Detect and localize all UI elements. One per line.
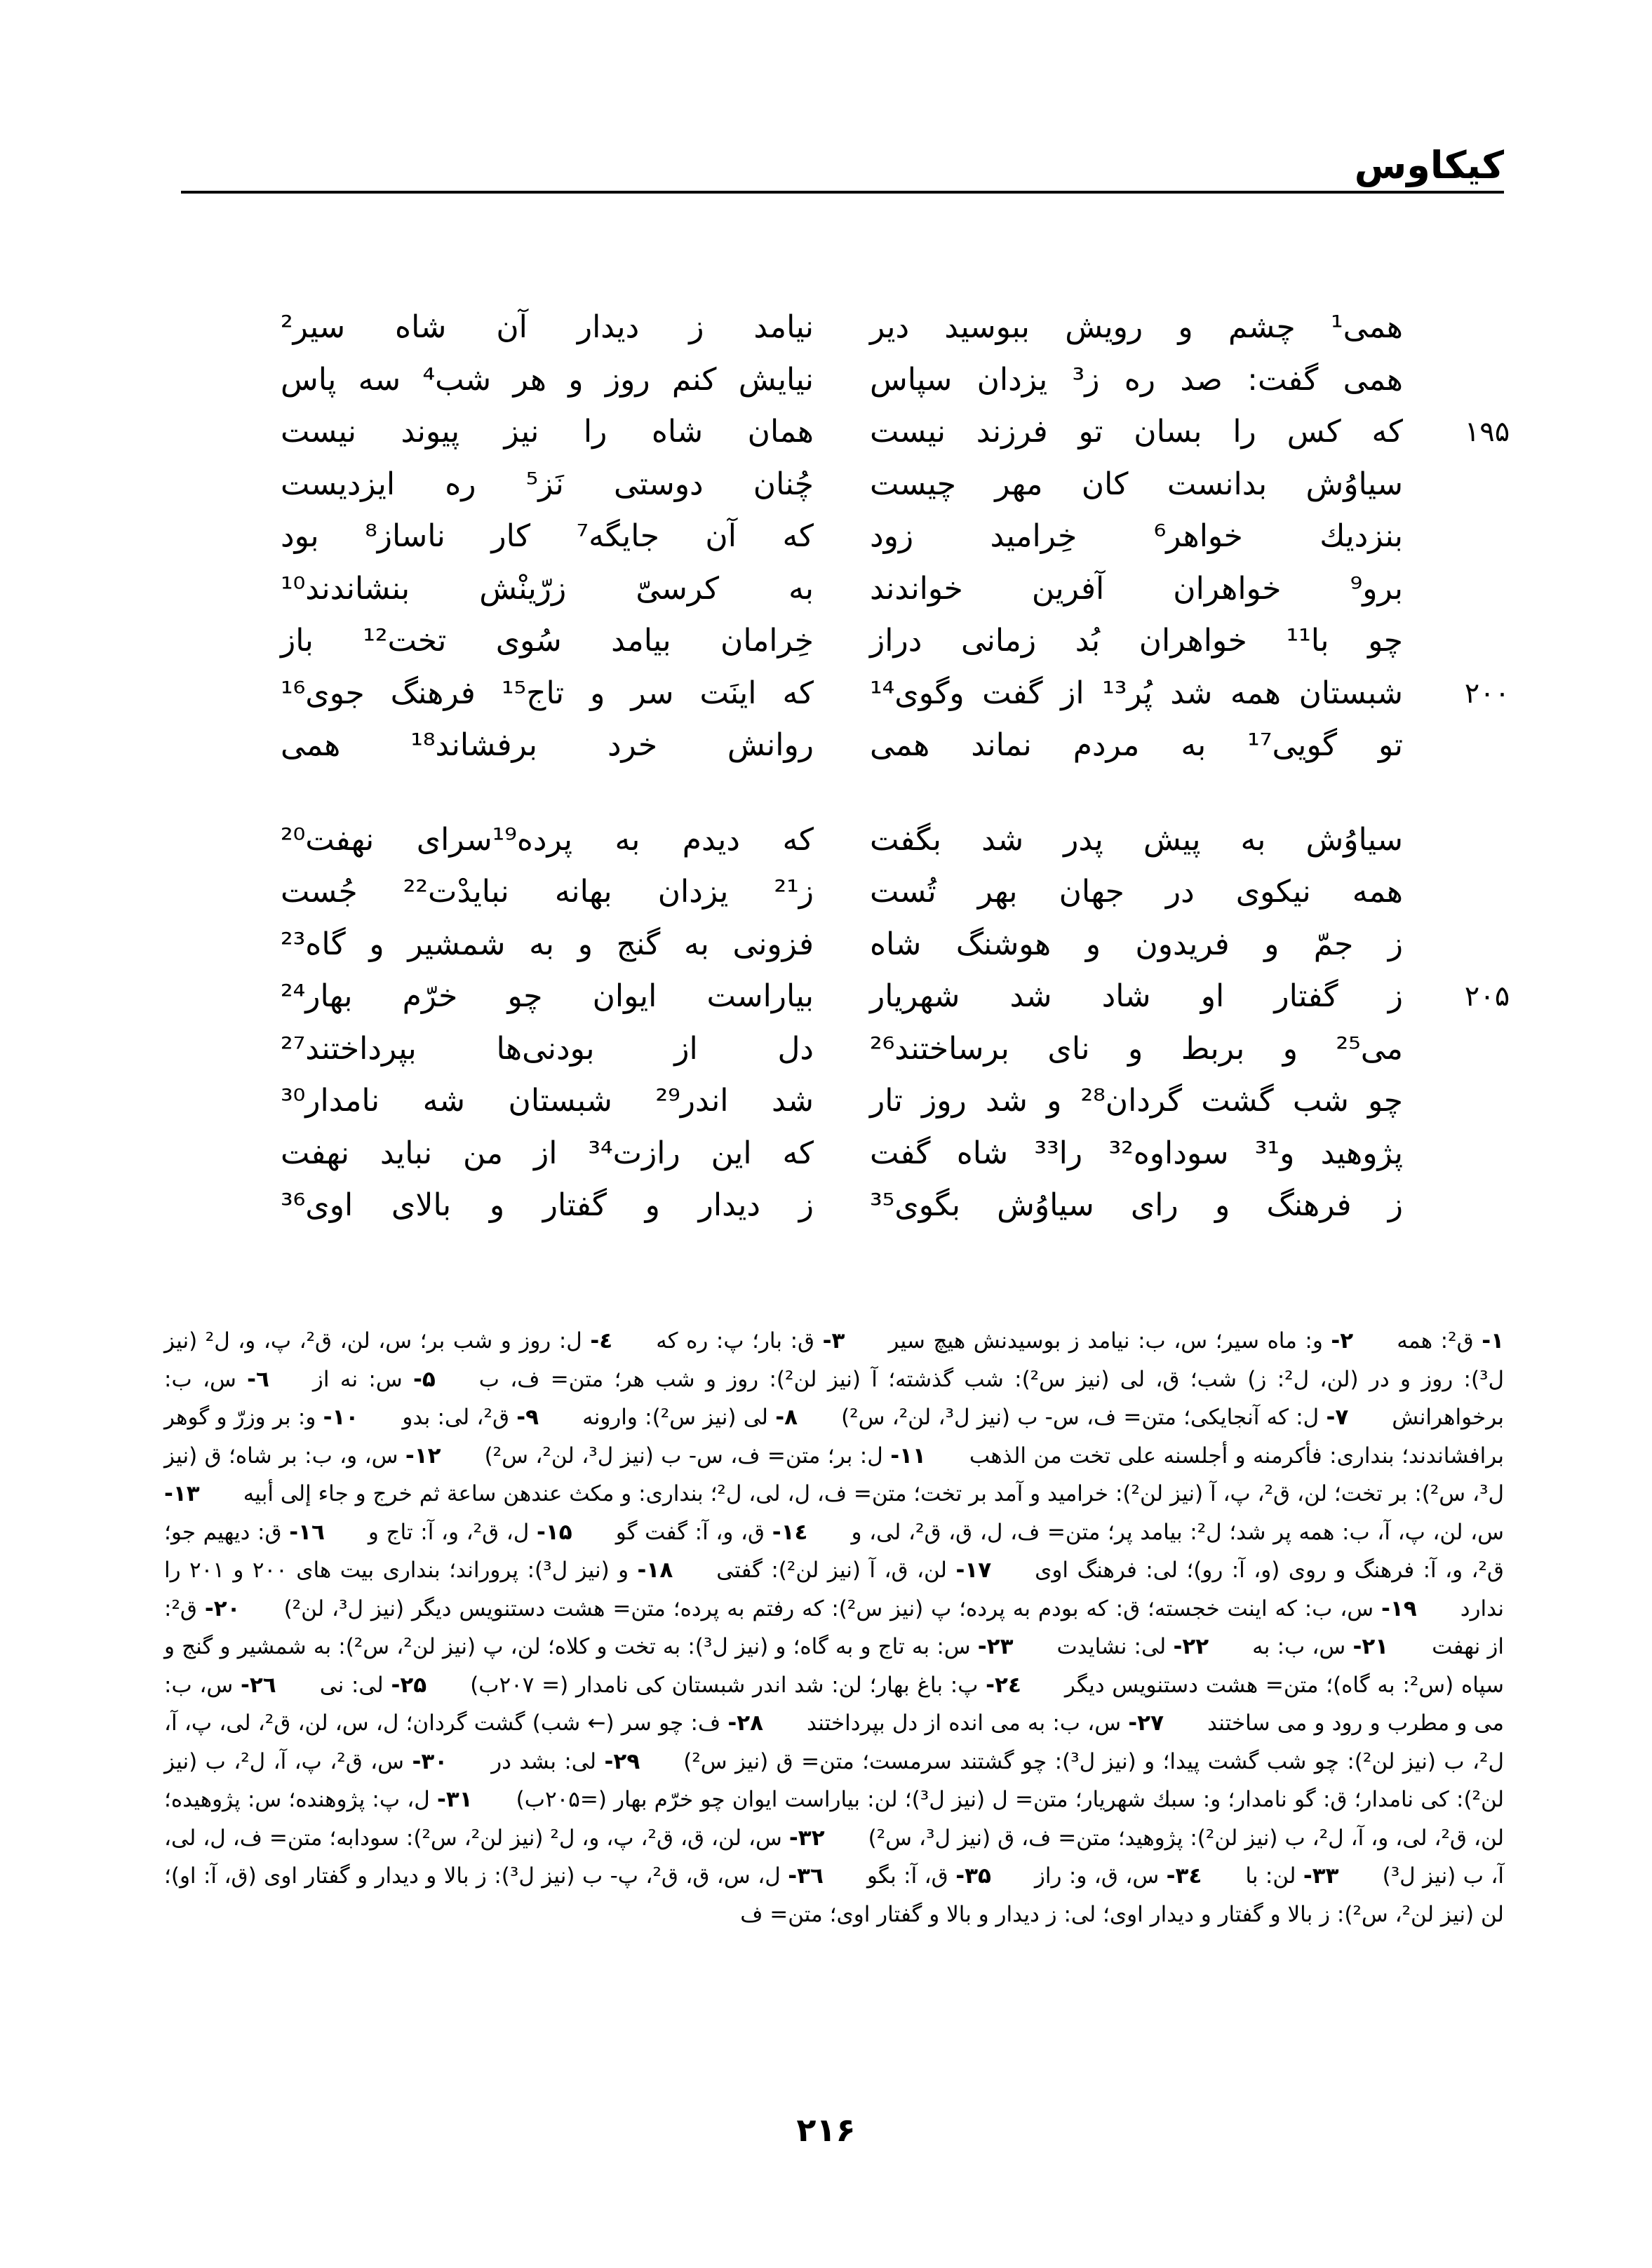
footnote-entry [824, 1863, 991, 1889]
footnote-text: س: نه از [312, 1366, 403, 1392]
bayt [281, 406, 1510, 459]
footnote-text: ل: بر؛ متن= ف، س- ب (نیز ل³، لن²، س²) [484, 1443, 883, 1469]
footnote-number: ۲۳- [977, 1634, 1014, 1659]
footnote-entry [269, 1367, 436, 1392]
footnote-number: ۱۳- [164, 1481, 200, 1506]
footnote-number: ٣٤- [1166, 1863, 1202, 1889]
footnote-number: ٣٦- [788, 1863, 824, 1889]
footnotes-apparatus [164, 1322, 1504, 1933]
page-number: ۲۱۶ [796, 2111, 856, 2149]
footnote-text: س، لن، ق، ق²، پ، و، ل² (نیز لن²، س²): سودابه؛ متن= ف، ل، لی، آ، ب (نیز ل³) [164, 1825, 1505, 1889]
bayt [281, 1023, 1403, 1076]
second-hemistich: نیایش کنم روز و هر شب⁴ سه پاس [281, 361, 814, 398]
footnote-text: ق²: از نهفت [164, 1595, 1504, 1659]
footnote-text: ق²: همه [1397, 1328, 1474, 1354]
footnote-text: س، ق²، پ، آ، ل²، ب (نیز لن²): کی نامدار؛ ق: گو نامدار؛ و: سبك شهریار؛ متن= ل (نیز ل³)؛ لن: بیاراست ایوان چو خرّم بهار (=۲۰۵ب) [164, 1748, 1505, 1812]
footnote-text: س، و، ب: بر شاه؛ ق (نیز ل³، س²): بر تخت؛ لن، ق²، پ، آ (نیز لن²): خرامید و آمد بر تخت؛ متن= ف، ل، لی، ل²؛ بنداری: و مکث عندهن ساعة ثم خرج و جاء إلى أبیه [164, 1443, 1504, 1506]
bayt [281, 459, 1403, 511]
bayt [281, 302, 1403, 354]
poem-body [281, 302, 1510, 1232]
footnote-number: ۱- [1482, 1328, 1504, 1354]
footnote-text: س، ب: که اینت خجسته؛ ق: که بودم به پرده؛ پ (نیز س²): که رفتم به پرده؛ متن= هشت دستنویس دیگر (نیز ل³، لن²) [283, 1595, 1374, 1621]
second-hemistich: خِرامان بیامد سُوی تخت¹² باز [281, 623, 814, 659]
footnote-number: ۹- [516, 1405, 539, 1430]
footnote-text: ل: که آنجایکی؛ متن= ف، س- ب (نیز ل³، لن²، س²) [841, 1405, 1319, 1430]
footnote-text: لن: با [1245, 1863, 1296, 1889]
bayt [281, 1180, 1403, 1232]
footnote-entry [539, 1405, 798, 1430]
first-hemistich: پژوهید و³¹ سوداوه³² را³³ شاه گفت [870, 1135, 1403, 1171]
footnote-number: ۳- [822, 1328, 845, 1354]
first-hemistich: چو با¹¹ خواهران بُد زمانی دراز [870, 623, 1403, 659]
first-hemistich: برو⁹ خواهران آفرین خواندند [870, 570, 1403, 607]
footnote-text: س، ب: به می انده از دل بپرداختند [807, 1710, 1122, 1736]
footnote-number: ۱۲- [405, 1443, 441, 1469]
footnote-number: ۸- [775, 1405, 798, 1430]
bayt [281, 866, 1403, 919]
footnote-number: ٢٦- [241, 1672, 276, 1698]
footnote-number: ۱۵- [536, 1519, 572, 1545]
footnote-number: ۱۸- [637, 1558, 673, 1583]
footnote-text: ل: روز و شب بر؛ س، لن، ق²، پ، و، ل² (نیز ل³): روز و در (لن، ل²: ز) شب؛ ق، لی (نیز س²): شب گذشته؛ آ (نیز لن²): روز و شب هر؛ متن= ف، ب [164, 1328, 1505, 1392]
footnote-number: ٢٤- [986, 1672, 1021, 1698]
footnote-number: ۱۰- [323, 1405, 359, 1430]
footnote-number: ۱۱- [890, 1443, 926, 1469]
second-hemistich: به کرسیّ زرّینْش بنشاندند¹⁰ [281, 570, 814, 607]
footnote-text: ق، آ: بگو [866, 1863, 948, 1889]
first-hemistich: سیاوُش بدانست کان مهر چیست [870, 466, 1403, 502]
footnote-entry [1202, 1863, 1338, 1889]
footnote-entry [612, 1328, 845, 1354]
first-hemistich: می²⁵ و بربط و نای برساختند²⁶ [870, 1030, 1403, 1067]
footnote-entry [441, 1443, 926, 1469]
verse-number: ۱۹۵ [1464, 416, 1510, 449]
bayt [281, 563, 1403, 616]
footnote-text: لن، ق، آ (نیز لن²): گفتی [716, 1558, 947, 1583]
footnote-number: ۲۱- [1352, 1634, 1389, 1659]
first-hemistich: که کس را بسان تو فرزند نیست [870, 414, 1403, 450]
footnote-number: ١٦- [289, 1519, 325, 1545]
header-rule [181, 191, 1504, 194]
second-hemistich: فزونی به گنج و به شمشیر و گاه²³ [281, 926, 814, 962]
first-hemistich: ز گفتار او شاد شد شهریار [870, 978, 1403, 1015]
footnote-text: ق: دیهیم جو؛ ق²، و، آ: فرهنگ و روی (و، آ: رو)؛ لی: فرهنگ اوی [164, 1519, 1504, 1583]
first-hemistich: همی گفت: صد ره ز³ یزدان سپاس [870, 361, 1403, 398]
footnote-number: ٦- [247, 1366, 269, 1392]
footnote-number: ۳۱- [436, 1787, 473, 1812]
footnote-text: س، لن، پ، آ، ب: همه پر شد؛ ل²: بیامد پر؛ متن= ف، ل، ق، ق²، لی، و [851, 1519, 1504, 1545]
bayt [281, 919, 1403, 971]
second-hemistich: چُنان دوستی نَز⁵ ره ایزدیست [281, 466, 814, 502]
footnote-number: ۲۸- [727, 1710, 764, 1736]
footnote-text: س، ب: به [1252, 1634, 1346, 1659]
footnote-entry [427, 1673, 1021, 1698]
bayt [281, 1075, 1403, 1128]
footnote-entry [673, 1558, 991, 1583]
footnote-text: و: ماه سیر؛ س، ب: نیامد ز بوسیدنش هیچ سیر [888, 1328, 1323, 1354]
footnote-text: ق²، لی: بدو [402, 1405, 510, 1430]
footnote-text: ق، و، آ: گفت گو [615, 1519, 765, 1545]
first-hemistich: همی¹ چشم و رویش ببوسید دیر [870, 309, 1403, 346]
bayt [281, 720, 1403, 772]
second-hemistich: که اینَت سر و تاج¹⁵ فرهنگ جوی¹⁶ [281, 675, 814, 711]
verse-number: ۲۰۰ [1464, 677, 1510, 710]
footnote-text: پ: باغ بهار؛ لن: شد اندر شبستان کی نامدار (= ۲۰۷ب) [470, 1672, 979, 1698]
footnote-text: س، ق، و: راز [1034, 1863, 1160, 1889]
footnote-number: ۲۷- [1128, 1710, 1164, 1736]
footnote-number: ۳۵- [955, 1863, 991, 1889]
footnote-number: ۲- [1331, 1328, 1354, 1354]
footnote-entry [241, 1596, 1417, 1621]
footnote-entry [1209, 1634, 1388, 1659]
first-hemistich: چو شب گشت گردان²⁸ و شد روز تار [870, 1083, 1403, 1119]
footnote-text: ف: چو سر (← شب) گشت گردان؛ ل، س، لن، ق²، لی، پ، آ، ل²، ب (نیز لن²): چو شب گشت پیدا؛ و (نیز ل³): چو گشتند سرمست؛ متن= ق (نیز س²) [164, 1710, 1505, 1774]
footnote-entry [448, 1749, 640, 1774]
footnote-entry [798, 1405, 1348, 1430]
stanza-2 [281, 814, 1510, 1232]
footnote-text: ل، س، ق، ق²، پ- ب (نیز ل³): ز بالا و دیدار و گفتار اوی (ق، آ: او)؛ لن (نیز لن²، س²): ز بالا و گفتار و دیدار اوی؛ لی: ز دیدار و بالا و گفتار اوی؛ متن= ف [164, 1863, 1504, 1927]
second-hemistich: همان شاه را نیز پیوند نیست [281, 414, 814, 450]
bayt [281, 1128, 1403, 1180]
footnote-entry [991, 1863, 1202, 1889]
first-hemistich: همه نیکوی در جهان بهر تُست [870, 874, 1403, 910]
footnote-text: ق: بار؛ پ: ره که [656, 1328, 815, 1354]
second-hemistich: که این رازت³⁴ از من نباید نهفت [281, 1135, 814, 1171]
bayt [281, 668, 1510, 720]
second-hemistich: دل از بودنی‌ها بپرداختند²⁷ [281, 1030, 814, 1067]
footnote-text: لی (نیز س²): وارونه [582, 1405, 768, 1430]
footnote-entry [1014, 1634, 1209, 1659]
bayt [281, 615, 1403, 668]
second-hemistich: نیامد ز دیدار آن شاه سیر² [281, 309, 814, 346]
bayt [281, 814, 1403, 867]
footnote-text: لی: بشد در [491, 1748, 597, 1774]
footnote-number: ۲۲- [1173, 1634, 1209, 1659]
footnote-entry [1353, 1328, 1504, 1354]
footnote-text: س: به تاج و به گاه؛ و (نیز ل³): به تخت و کلاه؛ لن، پ (نیز لن²، س²): به شمشیر و گنج و سپاه (س²: به گاه)؛ متن= هشت دستنویس دیگر [164, 1634, 1504, 1698]
first-hemistich: تو گویی¹⁷ به مردم نماند همی [870, 727, 1404, 764]
first-hemistich: بنزدیك خواهر⁶ خِرامید زود [870, 518, 1403, 555]
first-hemistich: ز فرهنگ و رای سیاوُش بگوی³⁵ [870, 1187, 1403, 1224]
footnote-entry [572, 1520, 808, 1545]
second-hemistich: ز دیدار و گفتار و بالای اوی³⁶ [281, 1187, 814, 1224]
first-hemistich: ز جمّ و فریدون و هوشنگ شاه [870, 926, 1403, 962]
first-hemistich: شبستان همه شد پُر¹³ از گفت وگوی¹⁴ [870, 675, 1403, 711]
footnote-text: لی: نی [319, 1672, 384, 1698]
footnote-number: ۱۹- [1381, 1595, 1417, 1621]
footnote-number: ۲۵- [391, 1672, 427, 1698]
footnote-number: ۳۳- [1303, 1863, 1339, 1889]
footnote-number: ٤- [590, 1328, 613, 1354]
footnote-text: س، ب: می و مطرب و رود و می ساختند [164, 1672, 1504, 1736]
footnote-number: ۷- [1326, 1405, 1349, 1430]
footnote-entry [276, 1673, 427, 1698]
footnote-number: ۲۰- [204, 1595, 241, 1621]
bayt [281, 971, 1510, 1023]
footnote-number: ۳۰- [412, 1748, 448, 1774]
verse-number: ۲۰۵ [1464, 980, 1510, 1013]
footnote-text: ل، پ: پژوهنده؛ س: پژوهیده؛ لن، ق²، لی، و، آ، ل²، ب (نیز لن²): پژوهید؛ متن= ف، ق (نیز ل³، س²) [164, 1787, 1505, 1851]
second-hemistich: که آن جایگه⁷ کار ناساز⁸ بود [281, 518, 814, 555]
second-hemistich: ز²¹ یزدان بهانه نبایدْت²² جُست [281, 874, 814, 910]
bayt [281, 511, 1403, 563]
footnote-text: لی: نشایدت [1056, 1634, 1167, 1659]
footnote-text: و (نیز ل³): پروراند؛ بنداری بیت های ۲۰۰ و ۲۰۱ را ندارد [164, 1558, 1504, 1621]
footnote-text: س، ب: برخواهرانش [164, 1366, 1505, 1430]
footnote-entry [763, 1710, 1164, 1736]
second-hemistich: که دیدم به پرده¹⁹سرای نهفت²⁰ [281, 821, 814, 858]
footnote-number: ١٤- [772, 1519, 808, 1545]
second-hemistich: روانش خرد برفشاند¹⁸ همی [281, 727, 814, 764]
footnote-number: ۳۲- [788, 1825, 825, 1851]
chapter-title: کیکاوس [1354, 143, 1504, 187]
footnote-entry [325, 1520, 572, 1545]
footnote-entry [845, 1328, 1353, 1354]
stanza-1 [281, 302, 1510, 772]
footnote-number: ۱۷- [955, 1558, 992, 1583]
footnote-number: ۵- [413, 1366, 436, 1392]
footnote-text: و: بر وزرّ و گوهر برافشاندند؛ بنداری: فأکرمنه و أجلسنه علی تخت من الذهب [164, 1405, 1505, 1469]
running-header [181, 140, 1504, 191]
second-hemistich: بیاراست ایوان چو خرّم بهار²⁴ [281, 978, 814, 1015]
first-hemistich: سیاوُش به پیش پدر شد بگفت [870, 821, 1403, 858]
footnote-number: ۲۹- [604, 1748, 640, 1774]
footnote-text: ل، ق²، و، آ: تاج و [368, 1519, 530, 1545]
footnote-entry [358, 1405, 539, 1430]
second-hemistich: شد اندر²⁹ شبستان شه نامدار³⁰ [281, 1083, 814, 1119]
bayt [281, 354, 1403, 407]
